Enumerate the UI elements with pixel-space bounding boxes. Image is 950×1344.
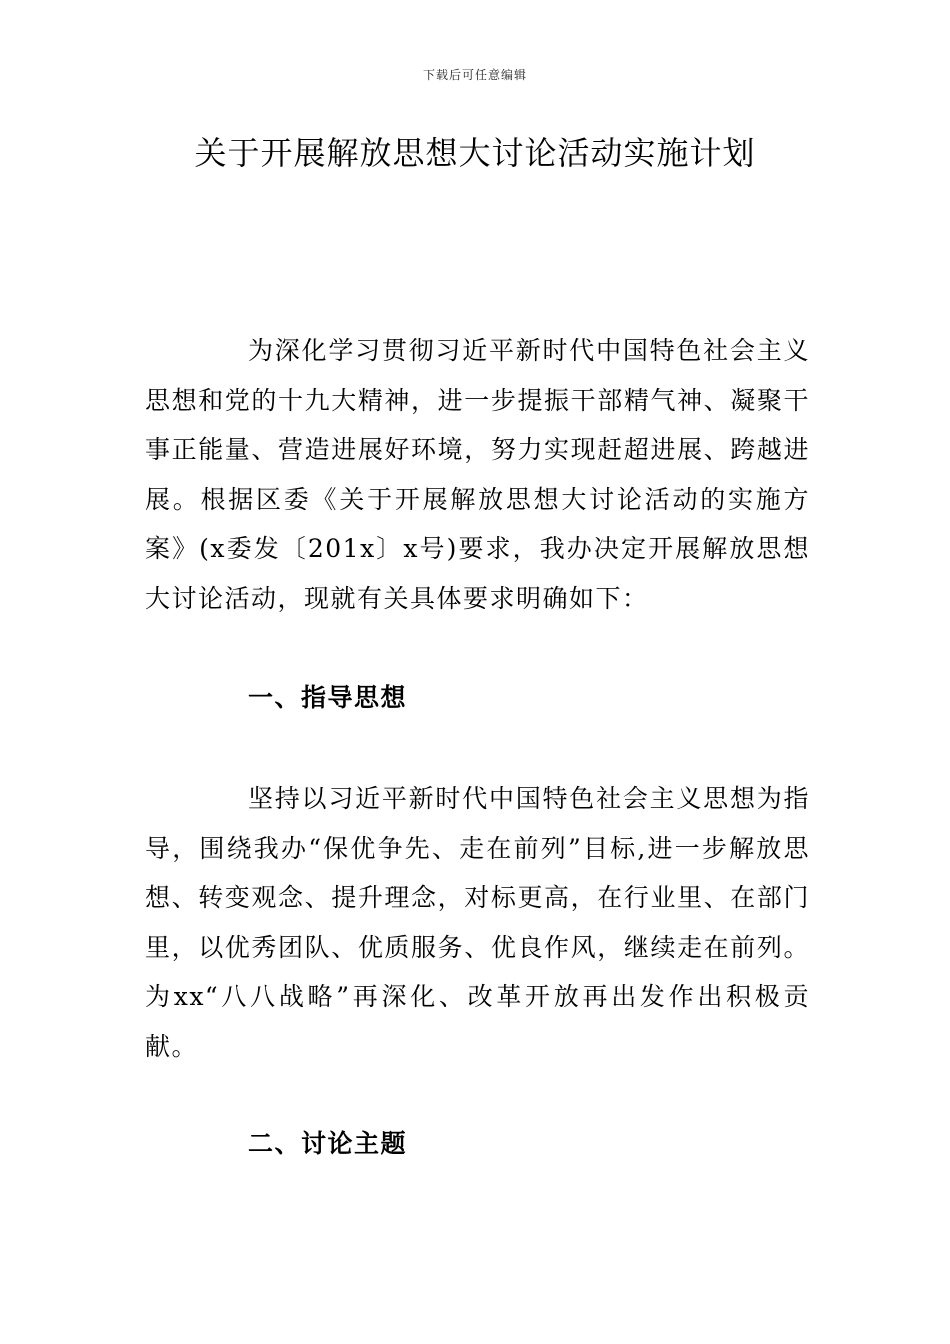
header-note: 下载后可任意编辑 bbox=[422, 68, 527, 82]
section-body-guiding-ideology: 坚持以习近平新时代中国特色社会主义思想为指导，围绕我办“保优争先、走在前列”目标,进一步解放思想、转变观念、提升理念，对标更高，在行业里、在部门里，以优秀团队、优质服务、优良作风，继续走在前列。为xx“八八战略”再深化、改革开放再出发作出积极贡献。 bbox=[145, 784, 810, 1061]
document-title: 关于开展解放思想大讨论活动实施计划 bbox=[194, 134, 756, 172]
section-heading-guiding-ideology: 一、指导思想 bbox=[248, 683, 408, 712]
section-heading-discussion-theme: 二、讨论主题 bbox=[248, 1129, 408, 1158]
intro-paragraph: 为深化学习贯彻习近平新时代中国特色社会主义思想和党的十九大精神，进一步提振干部精气神、凝聚干事正能量、营造进展好环境，努力实现赶超进展、跨越进展。根据区委《关于开展解放思想大讨论活动的实施方案》(x委发〔201x〕x号)要求，我办决定开展解放思想大讨论活动，现就有关具体要求明确如下： bbox=[145, 336, 810, 613]
